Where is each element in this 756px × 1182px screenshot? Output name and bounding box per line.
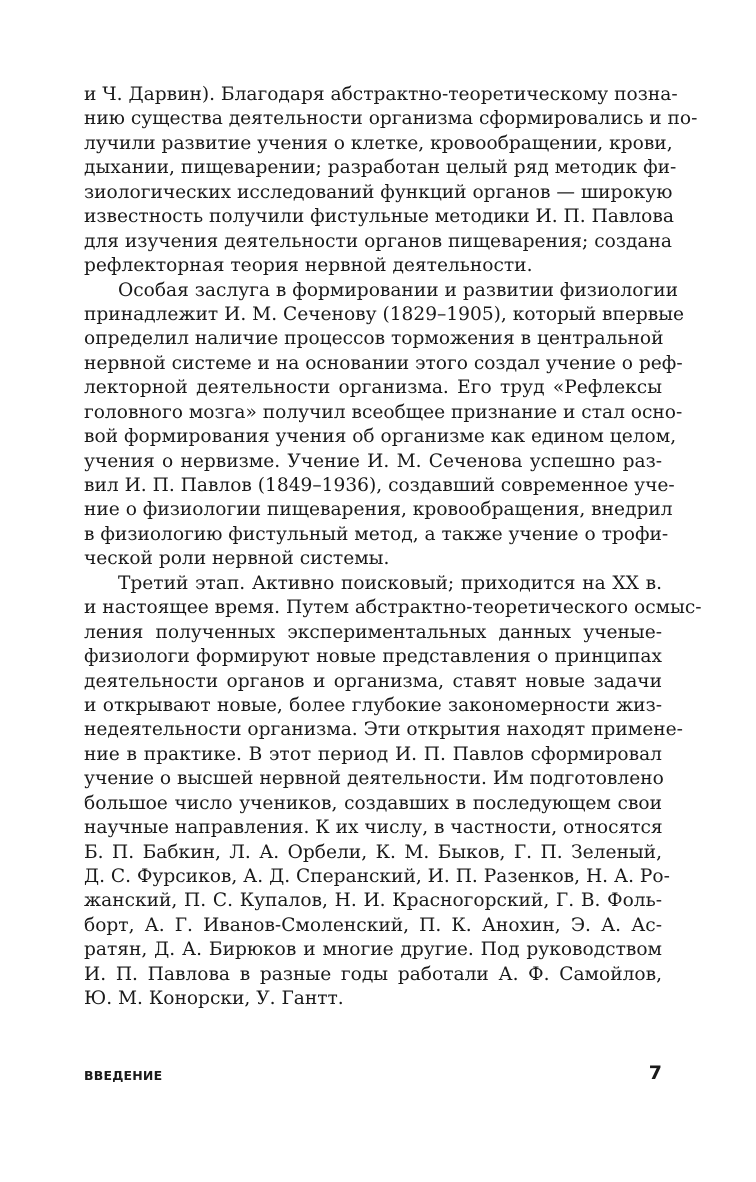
text-line: известность получили фистульные методики И. П. Павлова bbox=[84, 206, 674, 228]
text-line: головного мозга» получил всеобщее признание и стал осно- bbox=[84, 401, 683, 423]
text-line: и открывают новые, более глубокие закономерности жиз- bbox=[84, 694, 662, 716]
paragraph-2 bbox=[84, 279, 685, 572]
running-head: ВВЕДЕНИЕ bbox=[84, 1068, 163, 1083]
text-line: научные направления. К их числу, в частности, относятся bbox=[84, 817, 663, 839]
text-line: учение о высшей нервной деятельности. Им подготовлено bbox=[84, 768, 664, 790]
text-line: ческой роли нервной системы. bbox=[84, 548, 390, 570]
text-line: нервной системе и на основании этого создал учение о реф- bbox=[84, 352, 683, 374]
text-line: принадлежит И. М. Сеченову (1829–1905), который впервые bbox=[84, 303, 685, 325]
book-page bbox=[84, 0, 702, 1182]
text-line: Третий этап. Активно поисковый; приходится на XX в. bbox=[118, 572, 662, 594]
text-line: вой формирования учения об организме как едином целом, bbox=[84, 426, 677, 448]
text-line: Ю. М. Конорски, У. Гантт. bbox=[84, 988, 344, 1010]
text-line: учения о нервизме. Учение И. М. Сеченова успешно раз- bbox=[84, 450, 662, 472]
text-line: для изучения деятельности органов пищеварения; создана bbox=[84, 230, 672, 252]
text-line: ние в практике. В этот период И. П. Павлов сформировал bbox=[84, 743, 662, 765]
text-line: нию существа деятельности организма сформировались и по- bbox=[84, 108, 698, 130]
text-line: и настоящее время. Путем абстрактно-теоретического осмыс- bbox=[84, 597, 702, 619]
text-line: ние о физиологии пищеварения, кровообращения, внедрил bbox=[84, 499, 673, 521]
text-line: дыхании, пищеварении; разработан целый ряд методик фи- bbox=[84, 157, 677, 179]
text-line: большое число учеников, создавших в последующем свои bbox=[84, 792, 662, 814]
text-line: И. П. Павлова в разные годы работали А. Ф. Самойлов, bbox=[84, 963, 662, 985]
text-line: в физиологию фистульный метод, а также учение о трофи- bbox=[84, 523, 669, 545]
text-line: Особая заслуга в формировании и развитии физиологии bbox=[118, 279, 679, 301]
text-line: недеятельности организма. Эти открытия находят примене- bbox=[84, 719, 683, 741]
body-text bbox=[84, 83, 702, 1012]
text-line: вил И. П. Павлов (1849–1936), создавший современное уче- bbox=[84, 475, 675, 496]
text-line: жанский, П. С. Купалов, Н. И. Красногорский, Г. В. Фоль- bbox=[84, 890, 662, 912]
text-line: борт, А. Г. Иванов-Смоленский, П. К. Анохин, Э. А. Ас- bbox=[84, 914, 662, 936]
paragraph-3 bbox=[84, 572, 702, 1012]
text-line: деятельности органов и организма, ставят новые задачи bbox=[84, 670, 662, 692]
paragraph-1 bbox=[84, 83, 698, 279]
text-line: физиологи формируют новые представления о принципах bbox=[84, 646, 662, 668]
text-line: рефлекторная теория нервной деятельности. bbox=[84, 255, 533, 277]
text-line: Д. С. Фурсиков, А. Д. Сперанский, И. П. Разенков, Н. А. Ро- bbox=[84, 866, 670, 887]
text-line: ратян, Д. А. Бирюков и многие другие. Под руководством bbox=[84, 939, 662, 961]
page-number: 7 bbox=[648, 1062, 662, 1084]
page-footer bbox=[84, 1062, 662, 1088]
text-line: Б. П. Бабкин, Л. А. Орбели, К. М. Быков, Г. П. Зеленый, bbox=[84, 841, 662, 863]
text-line: лучили развитие учения о клетке, кровообращении, крови, bbox=[84, 132, 673, 154]
text-line: лекторной деятельности организма. Его труд «Рефлексы bbox=[84, 377, 662, 399]
text-line: зиологических исследований функций органов — широкую bbox=[84, 181, 673, 203]
text-line: и Ч. Дарвин). Благодаря абстрактно-теоретическому позна- bbox=[84, 84, 678, 105]
text-line: ления полученных экспериментальных данных ученые- bbox=[84, 621, 662, 643]
text-line: определил наличие процессов торможения в центральной bbox=[84, 328, 664, 350]
